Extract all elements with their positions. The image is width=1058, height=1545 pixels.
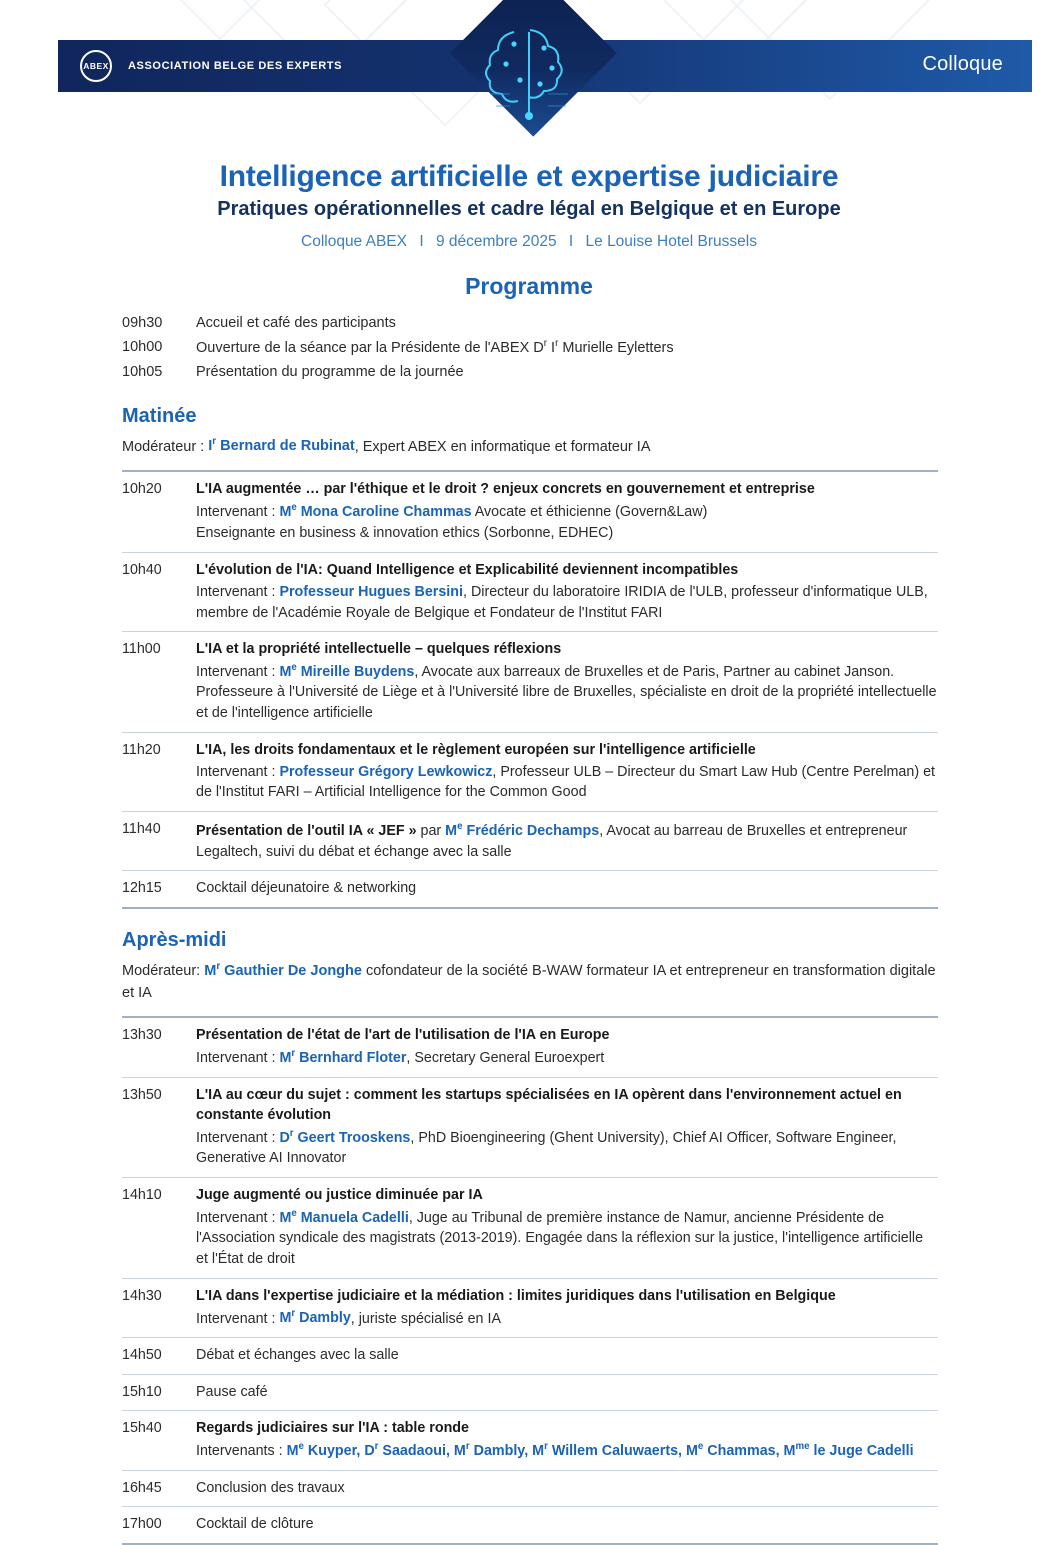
speaker-detail: Avocate et éthicienne (Govern&Law) bbox=[471, 503, 708, 520]
speaker-detail: , Juge au Tribunal de première instance de Namur, ancienne Présidente de l'Association syndicale des magistrats (2013-2019). Engagée dans la réflexion sur la justice, l'intelligence artificielle et l'État de droit bbox=[196, 1209, 924, 1268]
row-time: 14h30 bbox=[122, 1287, 162, 1304]
speaker-name: Me Manuela Cadelli bbox=[279, 1207, 409, 1226]
meta-separator-1: I bbox=[419, 233, 424, 250]
row-time: 17h00 bbox=[122, 1516, 162, 1533]
row-time: 16h45 bbox=[122, 1479, 162, 1496]
row-title: L'IA, les droits fondamentaux et le règlement européen sur l'intelligence artificielle bbox=[196, 741, 756, 758]
row-time: 14h50 bbox=[122, 1346, 162, 1363]
row-speaker-line bbox=[196, 501, 938, 522]
row-content bbox=[196, 553, 938, 632]
moderator-label: Modérateur: bbox=[122, 962, 205, 979]
row-content bbox=[196, 732, 938, 811]
speaker-detail: , Avocate aux barreaux de Bruxelles et de Paris, Partner au cabinet Janson. Professeure à l'Université de Liège et à l'Université libre de Bruxelles, spécialiste en droit de la propriété intellectuelle et de l'intelligence artificielle bbox=[196, 663, 937, 722]
item-text: Ouverture de la séance par la Présidente de l'ABEX $D^r$ $I^r$ Murielle Eyletters bbox=[196, 337, 674, 356]
row-speaker-line bbox=[196, 1047, 938, 1068]
list-item bbox=[122, 361, 938, 385]
speaker-name: $M^r$ Dambly bbox=[279, 1308, 351, 1327]
speaker-label: Intervenant : bbox=[196, 1310, 280, 1327]
abex-seal-logo bbox=[80, 50, 112, 82]
section-title-morning: Matinée bbox=[122, 404, 197, 427]
moderator-rest: , Expert ABEX en informatique et formateur IA bbox=[354, 438, 651, 455]
event-venue: Le Louise Hotel Brussels bbox=[585, 233, 757, 250]
row-speaker-line bbox=[196, 1207, 938, 1270]
table-row bbox=[122, 1470, 938, 1507]
speaker-name: Me Kuyper, $D^r$ Saadaoui, $M^r$ Dambly, $M^r$ Willem Caluwaerts, Me Chammas, $M^{me}$ le Juge Cadelli bbox=[286, 1441, 914, 1459]
row-content: Pause café bbox=[196, 1383, 268, 1400]
morning-schedule-table bbox=[122, 470, 938, 909]
row-time: 10h40 bbox=[122, 562, 162, 579]
speaker-name: Me Mireille Buydens bbox=[279, 661, 415, 680]
row-content bbox=[196, 1178, 938, 1279]
row-speaker-line bbox=[196, 1308, 938, 1329]
moderator-name: $M^r$ Gauthier De Jonghe bbox=[204, 960, 362, 979]
row-speaker-line bbox=[196, 1440, 938, 1461]
association-name: ASSOCIATION BELGE DES EXPERTS bbox=[128, 60, 343, 72]
row-content bbox=[196, 1017, 938, 1077]
item-time: 10h00 bbox=[122, 338, 163, 355]
table-row bbox=[122, 1374, 938, 1411]
row-title: Regards judiciaires sur l'IA : table ronde bbox=[196, 1420, 469, 1437]
row-time: 11h40 bbox=[122, 821, 161, 838]
preliminary-list bbox=[122, 312, 938, 385]
speaker-label: Intervenant : bbox=[196, 663, 280, 680]
abex-logo-text: ABEX bbox=[83, 61, 109, 71]
row-content bbox=[196, 1278, 938, 1337]
row-time: 15h40 bbox=[122, 1420, 162, 1437]
row-time: 14h10 bbox=[122, 1187, 162, 1204]
row-content: Débat et échanges avec la salle bbox=[196, 1346, 399, 1363]
section-title-afternoon: Après-midi bbox=[122, 928, 227, 951]
moderator-rest: cofondateur de la société B-WAW formateur IA et entrepreneur en transformation digitale et IA bbox=[122, 962, 936, 1001]
event-name: Colloque ABEX bbox=[301, 233, 407, 250]
item-time: 10h05 bbox=[122, 363, 163, 380]
page-subtitle: Pratiques opérationnelles et cadre légal en Belgique et en Europe bbox=[217, 198, 841, 220]
speaker-name: Me Mona Caroline Chammas bbox=[279, 501, 472, 520]
speaker-name: $M^r$ Bernhard Floter bbox=[279, 1048, 407, 1066]
row-time: 13h30 bbox=[122, 1027, 162, 1044]
item-text: Accueil et café des participants bbox=[196, 315, 396, 331]
table-row bbox=[122, 1017, 938, 1077]
page-title: Intelligence artificielle et expertise judiciaire bbox=[219, 160, 839, 193]
list-item bbox=[122, 336, 938, 361]
row-content: Cocktail déjeunatoire & networking bbox=[196, 880, 417, 897]
meta-separator-2: I bbox=[568, 233, 574, 250]
row-time: 15h10 bbox=[122, 1383, 162, 1400]
item-time: 09h30 bbox=[122, 315, 163, 331]
row-time: 11h00 bbox=[122, 641, 161, 658]
row-speaker-line bbox=[196, 762, 938, 803]
speaker-label: Intervenant : bbox=[196, 503, 280, 520]
table-row bbox=[122, 732, 938, 811]
row-time: 10h20 bbox=[122, 481, 162, 498]
row-content: Cocktail de clôture bbox=[196, 1516, 314, 1533]
speaker-label: Intervenant : bbox=[196, 1049, 280, 1066]
row-title: L'IA et la propriété intellectuelle – quelques réflexions bbox=[196, 641, 562, 658]
speaker-label: Intervenant : bbox=[196, 1129, 280, 1146]
programme-heading: Programme bbox=[465, 273, 593, 299]
document-header bbox=[0, 0, 1058, 118]
speaker-detail: , PhD Bioengineering (Ghent University), Chief AI Officer, Software Engineer, Generative AI Innovator bbox=[196, 1129, 897, 1167]
speaker-detail: , Avocat au barreau de Bruxelles et entrepreneur Legaltech, suivi du débat et échange avec la salle bbox=[196, 822, 908, 860]
event-meta bbox=[0, 233, 1058, 251]
row-content: Conclusion des travaux bbox=[196, 1479, 345, 1496]
row-inline-mid: par bbox=[416, 822, 446, 839]
list-item bbox=[122, 312, 938, 336]
row-title: L'IA dans l'expertise judiciaire et la médiation : limites juridiques dans l'utilisation en Belgique bbox=[196, 1287, 836, 1304]
row-speaker-line bbox=[196, 661, 938, 724]
event-date: 9 décembre 2025 bbox=[435, 233, 557, 250]
speaker-label: Intervenant : bbox=[196, 583, 280, 600]
colloque-tag: Colloque bbox=[922, 53, 1003, 75]
table-row bbox=[122, 632, 938, 733]
row-time: 11h20 bbox=[122, 741, 161, 758]
row-content bbox=[196, 1077, 938, 1178]
afternoon-moderator bbox=[122, 960, 938, 1004]
speaker-detail: , Secretary General Euroexpert bbox=[406, 1049, 605, 1066]
row-title: L'IA au cœur du sujet : comment les startups spécialisées en IA opèrent dans l'environnement actuel en constante évolution bbox=[196, 1086, 902, 1124]
row-content bbox=[196, 471, 938, 552]
row-speaker-line bbox=[196, 582, 938, 623]
item-text: Présentation du programme de la journée bbox=[196, 363, 464, 380]
morning-moderator bbox=[122, 436, 938, 459]
table-row bbox=[122, 1411, 938, 1470]
table-row bbox=[122, 553, 938, 632]
speaker-label: Intervenant : bbox=[196, 763, 280, 780]
speaker-label: Intervenant : bbox=[196, 1209, 280, 1226]
row-time: 13h50 bbox=[122, 1086, 162, 1103]
table-row bbox=[122, 871, 938, 908]
table-row bbox=[122, 471, 938, 552]
speaker-detail: , Directeur du laboratoire IRIDIA de l'ULB, professeur d'informatique ULB, membre de l'Académie Royale de Belgique et Fondateur de l'Institut FARI bbox=[196, 583, 928, 621]
row-inline-line bbox=[196, 820, 938, 862]
row-title: Présentation de l'état de l'art de l'utilisation de l'IA en Europe bbox=[196, 1027, 610, 1044]
row-speaker-detail2: Enseignante en business & innovation ethics (Sorbonne, EDHEC) bbox=[196, 525, 614, 542]
table-row bbox=[122, 1077, 938, 1178]
speaker-label: Intervenants : bbox=[196, 1442, 287, 1459]
speaker-name: Me Frédéric Dechamps bbox=[445, 821, 600, 839]
row-content bbox=[196, 812, 938, 871]
table-row bbox=[122, 1507, 938, 1544]
moderator-label: Modérateur : bbox=[122, 438, 209, 455]
speaker-detail: , juriste spécialisé en IA bbox=[350, 1310, 501, 1327]
row-speaker-line bbox=[196, 1127, 938, 1169]
table-row bbox=[122, 1278, 938, 1337]
row-title: Présentation de l'outil IA « JEF » bbox=[196, 822, 417, 839]
table-row bbox=[122, 812, 938, 871]
speaker-name: Professeur Grégory Lewkowicz bbox=[279, 763, 493, 780]
table-row bbox=[122, 1178, 938, 1279]
speaker-detail: , Professeur ULB – Directeur du Smart Law Hub (Centre Perelman) et de l'Institut FARI – Artificial Intelligence for the Common Good bbox=[196, 763, 935, 801]
speaker-name: Professeur Hugues Bersini bbox=[279, 583, 463, 600]
row-content bbox=[196, 632, 938, 733]
title-block bbox=[0, 160, 1058, 251]
table-row bbox=[122, 1337, 938, 1374]
row-title: L'IA augmentée … par l'éthique et le droit ? enjeux concrets en gouvernement et entreprise bbox=[196, 481, 815, 498]
row-time: 12h15 bbox=[122, 880, 162, 897]
moderator-name: $I^r$ Bernard de Rubinat bbox=[208, 436, 355, 455]
afternoon-schedule-table bbox=[122, 1016, 938, 1545]
row-content bbox=[196, 1411, 938, 1470]
programme-content bbox=[0, 312, 1058, 1545]
row-title: L'évolution de l'IA: Quand Intelligence et Explicabilité deviennent incompatibles bbox=[196, 562, 739, 579]
row-title: Juge augmenté ou justice diminuée par IA bbox=[196, 1187, 483, 1204]
ai-brain-emblem-icon bbox=[444, 2, 614, 172]
speaker-name: $D^r$ Geert Trooskens bbox=[279, 1127, 411, 1146]
